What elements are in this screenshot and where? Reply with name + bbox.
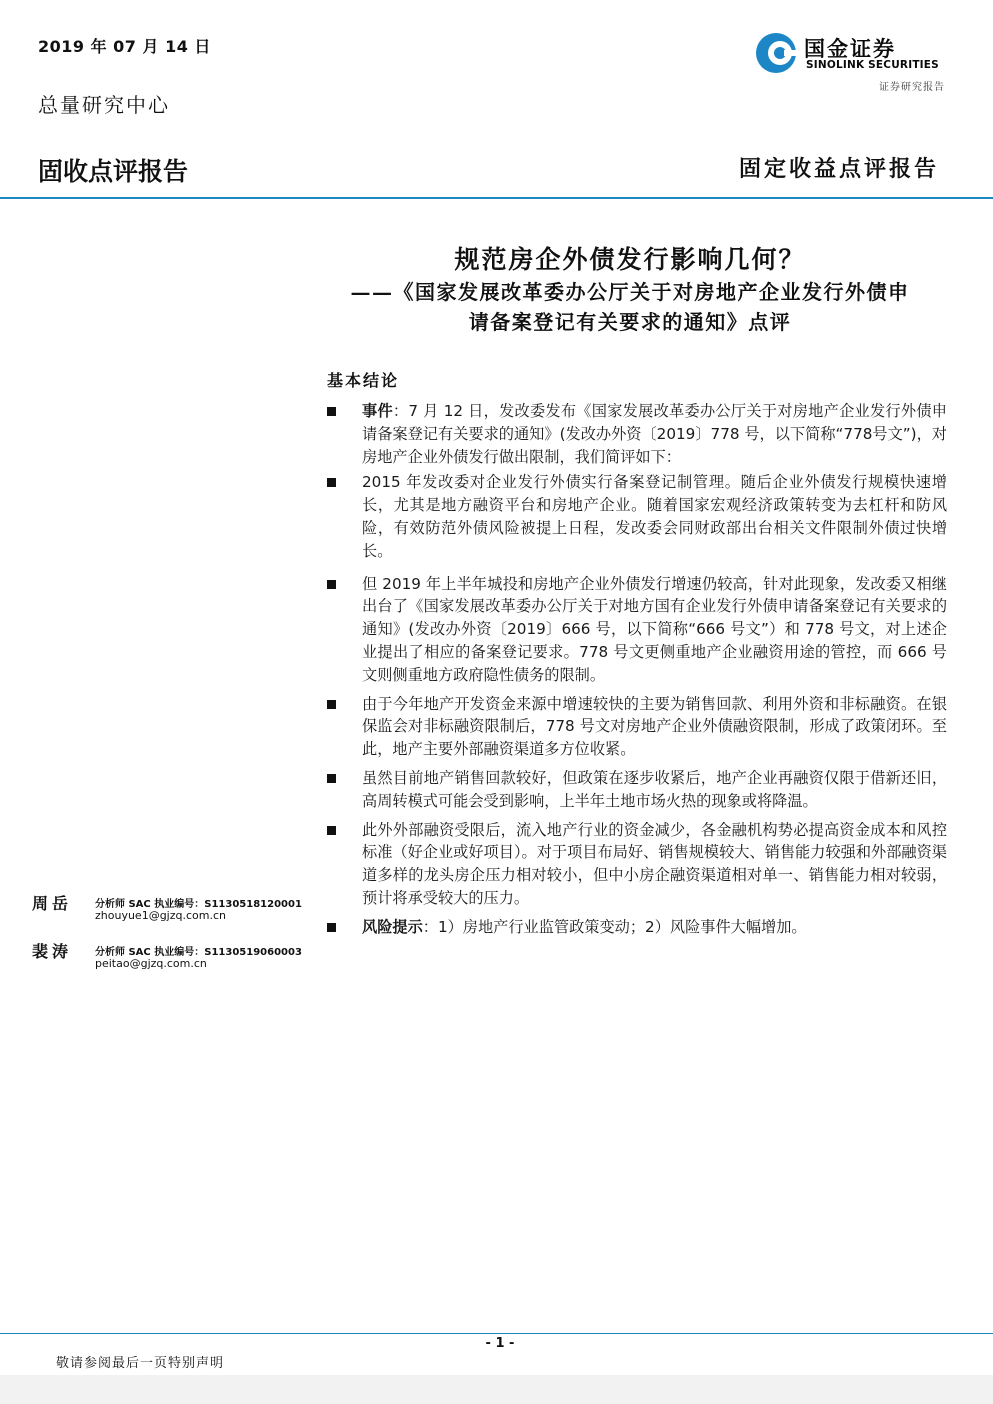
list-item bbox=[327, 400, 947, 468]
list-item bbox=[327, 819, 947, 910]
company-logo bbox=[754, 30, 946, 76]
bullet-square-icon bbox=[327, 478, 336, 487]
research-center: 总量研究中心 bbox=[38, 93, 170, 117]
list-item bbox=[327, 767, 947, 813]
conclusion-list bbox=[327, 400, 947, 939]
bullet-square-icon bbox=[327, 826, 336, 835]
list-item bbox=[327, 471, 947, 562]
bullet-square-icon bbox=[327, 580, 336, 589]
footer-disclaimer: 敬请参阅最后一页特别声明 bbox=[56, 1356, 225, 1371]
bullet-square-icon bbox=[327, 407, 336, 416]
report-title: 规范房企外债发行影响几何？ bbox=[454, 245, 806, 274]
report-subtitle bbox=[320, 277, 940, 337]
bullet-text: 2015 年发改委对企业发行外债实行备案登记制管理。随后企业外债发行规模快速增长，尤其是地方融资平台和房地产企业。随着国家宏观经济政策转变为去杠杆和防风险，有效防范外债风险被提上日程，发改委会同财政部出台相关文件限制外债过快增长。 bbox=[362, 473, 947, 560]
analyst-email[interactable]: peitao@gjzq.com.cn bbox=[95, 957, 207, 970]
logo-subtitle: 证券研究报告 bbox=[879, 82, 945, 93]
list-item bbox=[327, 916, 947, 939]
bullet-text: 但 2019 年上半年城投和房地产企业外债发行增速仍较高，针对此现象，发改委又相继出台了《国家发展改革委办公厅关于对地方国有企业发行外债申请备案登记有关要求的通知》(发改办外资〔2019〕666 号，以下简称“666 号文”）和 778 号文，对上述企业提出了相应的备案登记要求。778 号文更侧重地产企业融资用途的管控，而 666 号文则侧重地方政府隐性债务的限制。 bbox=[362, 574, 947, 684]
analyst-email[interactable]: zhouyue1@gjzq.com.cn bbox=[95, 909, 226, 922]
report-type: 固收点评报告 bbox=[38, 157, 189, 186]
bullet-lead: 事件 bbox=[362, 402, 393, 420]
list-item bbox=[327, 693, 947, 761]
analyst-name: 裴涛 bbox=[32, 942, 73, 961]
bullet-text: 虽然目前地产销售回款较好，但政策在逐步收紧后，地产企业再融资仅限于借新还旧，高周转模式可能会受到影响，上半年土地市场火热的现象或将降温。 bbox=[362, 768, 947, 810]
analyst-cert: 分析师 SAC 执业编号：S1130519060003 bbox=[95, 947, 302, 958]
report-date: 2019 年 07 月 14 日 bbox=[38, 37, 211, 56]
footer-divider bbox=[0, 1333, 993, 1334]
bullet-square-icon bbox=[327, 923, 336, 932]
analyst-card bbox=[32, 891, 312, 931]
logo-en: SINOLINK SECURITIES bbox=[806, 59, 939, 71]
subtitle-line-1: ——《国家发展改革委办公厅关于对房地产企业发行外债申 bbox=[350, 280, 910, 304]
analyst-card bbox=[32, 939, 312, 979]
report-type-right: 固定收益点评报告 bbox=[738, 156, 939, 182]
bullet-square-icon bbox=[327, 700, 336, 709]
bullet-text: ：1）房地产行业监管政策变动；2）风险事件大幅增加。 bbox=[422, 917, 807, 936]
analyst-cert: 分析师 SAC 执业编号：S1130518120001 bbox=[95, 899, 302, 910]
bullet-text: 由于今年地产开发资金来源中增速较快的主要为销售回款、利用外资和非标融资。在银保监会对非标融资限制后，778 号文对房地产企业外债融资限制，形成了政策闭环。至此，地产主要外部融资渠道多方位收紧。 bbox=[362, 694, 947, 759]
logo-mark-icon bbox=[754, 31, 798, 75]
subtitle-line-2: 请备案登记有关要求的通知》点评 bbox=[468, 310, 792, 334]
page-number: - 1 - bbox=[485, 1336, 515, 1351]
bullet-lead: 风险提示 bbox=[362, 917, 423, 936]
logo-cn: 国金证券 bbox=[804, 37, 896, 61]
bullet-text: ：7 月 12 日，发改委发布《国家发展改革委办公厅关于对房地产企业发行外债申请备案登记有关要求的通知》(发改办外资〔2019〕778 号，以下简称“778号文”)，对房地产企业外债发行做出限制，我们简评如下： bbox=[362, 402, 947, 466]
footer-band bbox=[0, 1375, 993, 1404]
section-title: 基本结论 bbox=[327, 371, 400, 390]
bullet-text: 此外外部融资受限后，流入地产行业的资金减少，各金融机构势必提高资金成本和风控标准（好企业或好项目）。对于项目布局好、销售规模较大、销售能力较强和外部融资渠道多样的龙头房企压力相对较小，但中小房企融资渠道相对单一、销售能力相对较弱，预计将承受较大的压力。 bbox=[362, 820, 947, 907]
list-item bbox=[327, 573, 947, 687]
analyst-name: 周岳 bbox=[32, 894, 73, 913]
bullet-square-icon bbox=[327, 774, 336, 783]
header-divider bbox=[0, 197, 993, 199]
